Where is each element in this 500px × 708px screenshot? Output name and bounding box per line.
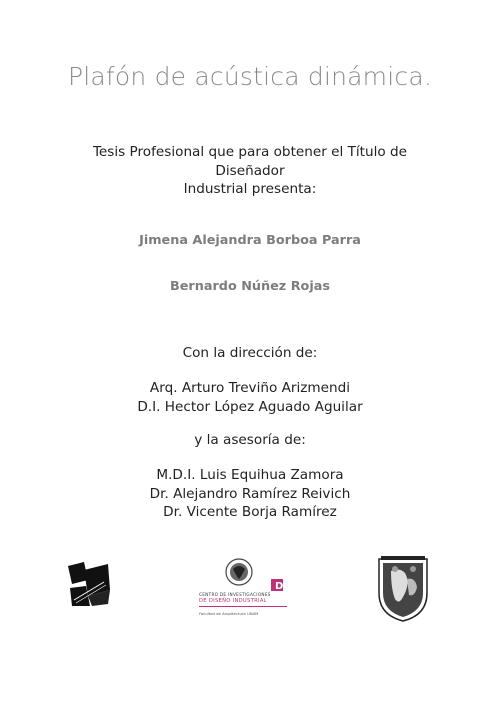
- advisor-name: Dr. Alejandro Ramírez Reivich: [149, 485, 351, 502]
- author-name: Jimena Alejandra Borboa Parra: [139, 233, 361, 248]
- advisor-name: Dr. Vicente Borja Ramírez: [163, 504, 337, 520]
- cidi-name-line-1: CENTRO DE INVESTIGACIONES: [199, 592, 271, 597]
- direction-heading: Con la dirección de:: [182, 345, 318, 361]
- direction-list: [0, 379, 500, 416]
- intro-line-3: Industrial presenta:: [183, 181, 317, 197]
- advisor-name: M.D.I. Luis Equihua Zamora: [156, 467, 344, 483]
- design-school-logo: [64, 560, 112, 608]
- author-name: Bernardo Núñez Rojas: [169, 279, 330, 294]
- cidi-name-line-2: DE DISEÑO INDUSTRIAL: [199, 598, 267, 604]
- thesis-intro: [0, 143, 500, 199]
- cidi-divider: [199, 606, 287, 607]
- director-name: D.I. Hector López Aguado Aguilar: [137, 398, 363, 415]
- document-title: Plafón de acústica dinámica.: [67, 62, 432, 91]
- advisory-heading: y la asesoría de:: [194, 432, 306, 448]
- advisory-list: [0, 466, 500, 522]
- unam-seal-logo: [373, 553, 433, 623]
- svg-text:D: D: [275, 581, 284, 591]
- cidi-faculty: Facultad de Arquitectura UNAM: [199, 611, 259, 616]
- cidi-logo: [199, 557, 291, 625]
- intro-line-1: Tesis Profesional que para obtener el Título de: [92, 144, 408, 160]
- director-name: Arq. Arturo Treviño Arizmendi: [149, 380, 351, 396]
- intro-line-2: Diseñador: [215, 162, 285, 179]
